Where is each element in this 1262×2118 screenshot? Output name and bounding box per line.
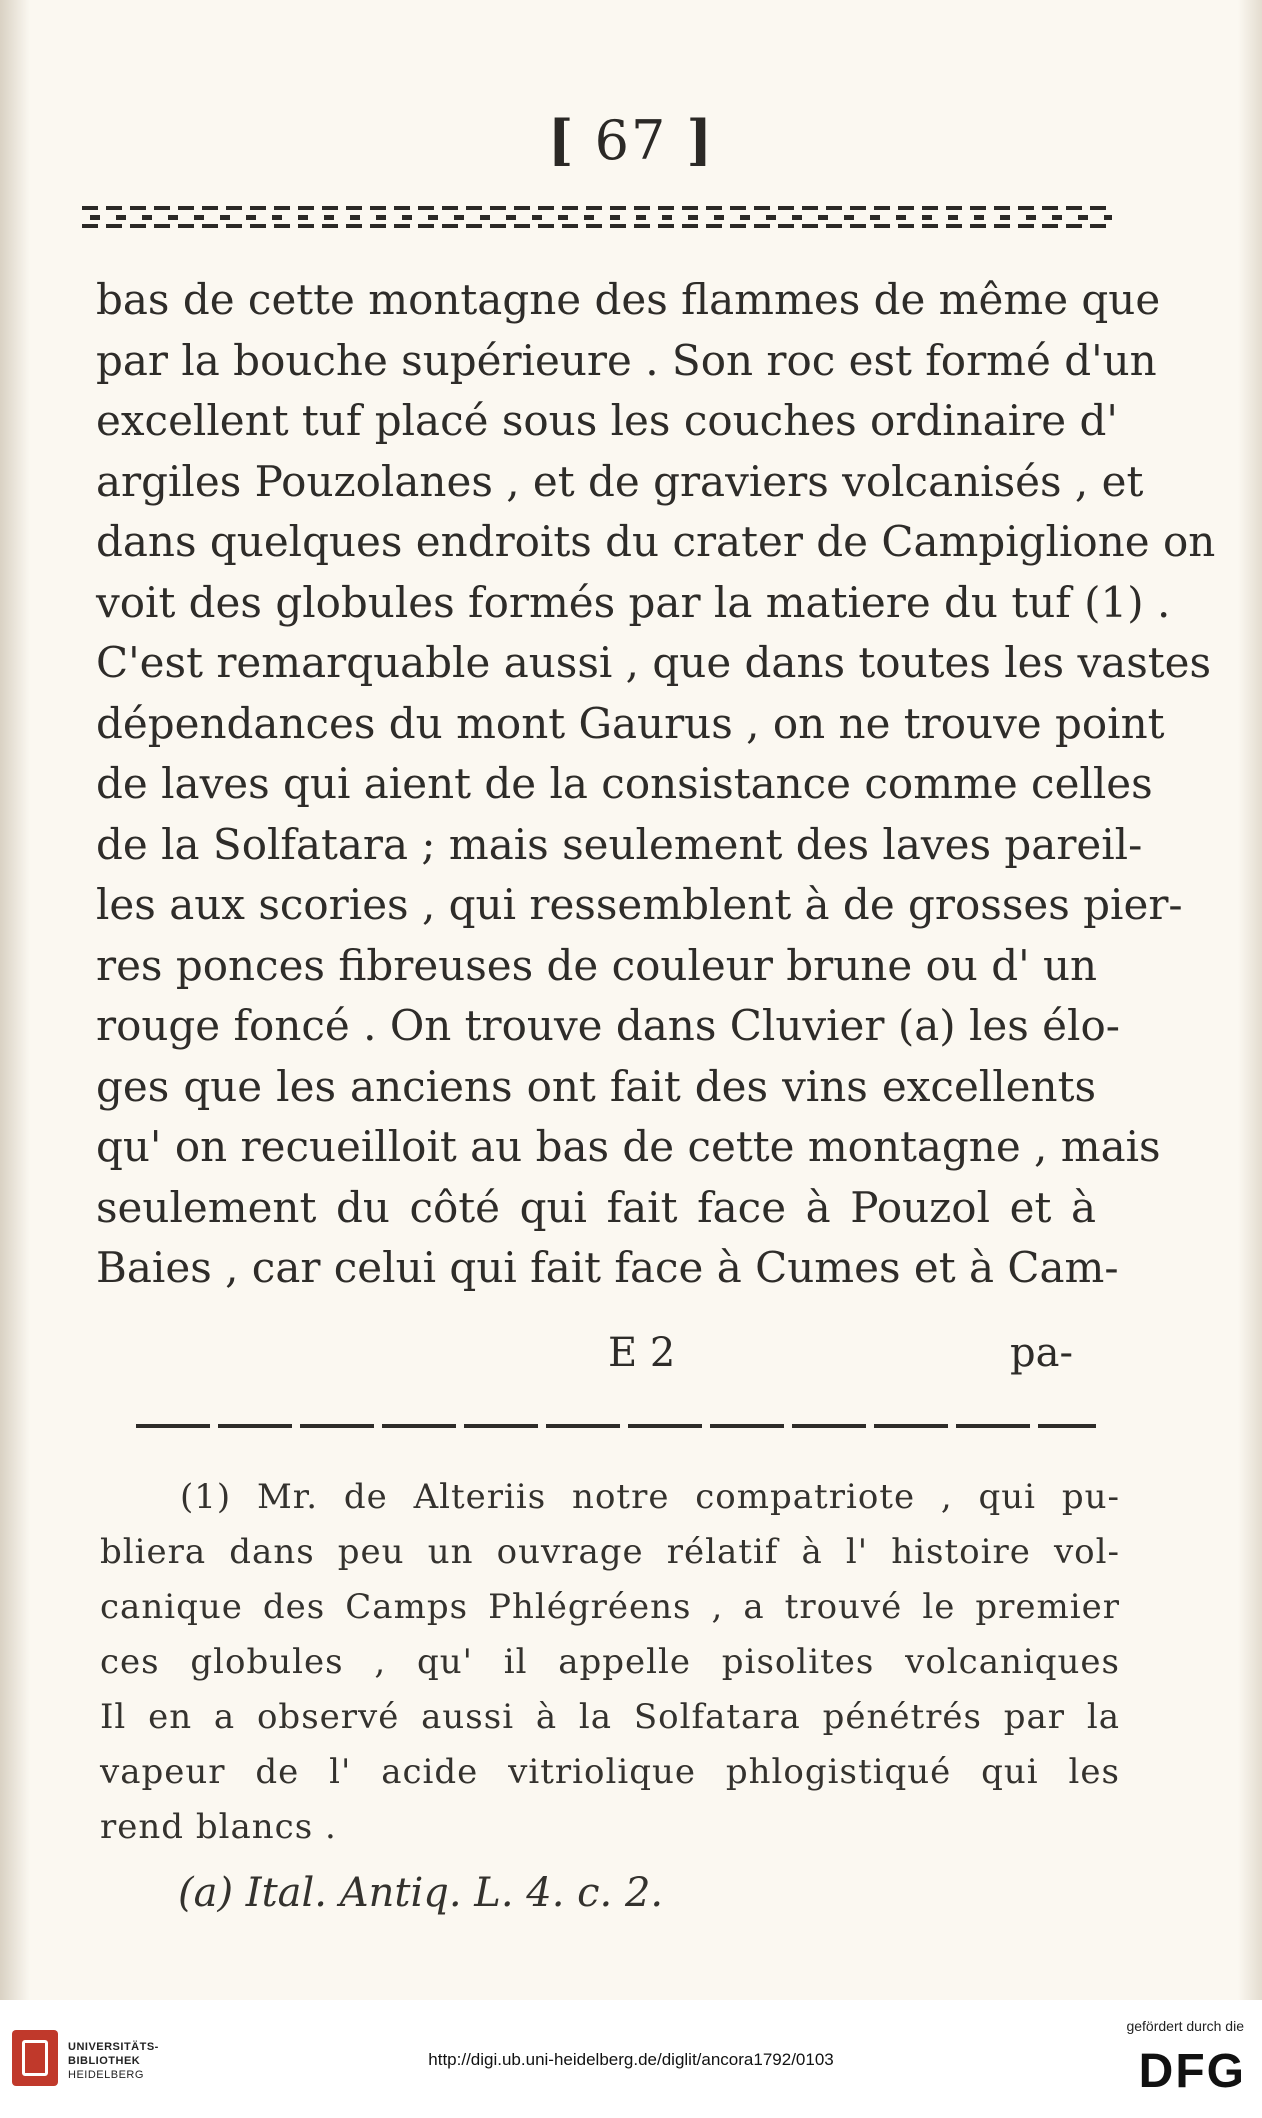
text-line: voit des globules formés par la matiere du tuf (1) . [96, 577, 1171, 627]
footnote-line: rend blancs . [100, 1807, 337, 1847]
text-line: rouge foncé . On trouve dans Cluvier (a) les élo- [96, 1001, 1120, 1050]
footnote-rule [136, 1424, 1096, 1428]
text-line: dans quelques endroits du crater de Campiglione on [96, 517, 1216, 566]
university-library-name[interactable]: UNIVERSITÄTS- BIBLIOTHEK HEIDELBERG [68, 2041, 159, 2081]
text-line: argiles Pouzolanes , et de graviers volcanisés , et [96, 456, 1144, 506]
page-number-value: 67 [594, 109, 668, 172]
footnote-line: Il en a observé aussi à la Solfatara pénétrés par la [100, 1697, 1120, 1737]
text-line: de laves qui aient de la consistance comme celles [96, 759, 1153, 808]
footnote-line: bliera dans peu un ouvrage rélatif à l' histoire vol- [100, 1532, 1120, 1572]
text-line: de la Solfatara ; mais seulement des laves pareil- [96, 819, 1143, 869]
text-line: excellent tuf placé sous les couches ordinaire d' [96, 396, 1118, 445]
catchword: pa- [1010, 1330, 1073, 1376]
body-text [96, 270, 1216, 1299]
text-line: les aux scories , qui ressemblent à de grosses pier- [96, 880, 1183, 929]
text-line: par la bouche supérieure . Son roc est formé d'un [96, 335, 1157, 385]
footnote-line: (1) Mr. de Alteriis notre compatriote , qui pu- [180, 1477, 1120, 1517]
dfg-logo[interactable]: DFG [1138, 2045, 1246, 2098]
permalink-url[interactable]: http://digi.ub.uni-heidelberg.de/diglit/ancora1792/0103 [428, 2050, 834, 2069]
text-line: bas de cette montagne des flammes de même que [96, 275, 1161, 324]
text-line: seulement du côté qui fait face à Pouzol et à [96, 1182, 1096, 1232]
footnotes [100, 1470, 1120, 1855]
footnote-line: canique des Camps Phlégréens , a trouvé le premier [100, 1587, 1120, 1627]
text-line: ges que les anciens ont fait des vins excellents [96, 1061, 1096, 1111]
signature-mark: E 2 [608, 1330, 676, 1376]
text-line: Baies , car celui qui fait face à Cumes et à Cam- [96, 1243, 1119, 1292]
footnote-line: ces globules , qu' il appelle pisolites volcaniques [100, 1642, 1120, 1682]
text-line: dépendances du mont Gaurus , on ne trouve point [96, 698, 1165, 748]
footer-banner [0, 2000, 1262, 2118]
funded-by-label: gefördert durch die [1126, 2018, 1244, 2034]
text-line: qu' on recueilloit au bas de cette montagne , mais [96, 1122, 1161, 1171]
page-number: [ 67 ] [547, 108, 715, 172]
footnote-line: vapeur de l' acide vitriolique phlogistiqué qui les [100, 1752, 1120, 1792]
text-line: C'est remarquable aussi , que dans toutes les vastes [96, 638, 1212, 687]
footnote-a: (a) Ital. Antiq. L. 4. c. 2. [178, 1870, 664, 1916]
decorative-border [82, 206, 1112, 228]
text-line: res ponces fibreuses de couleur brune ou d' un [96, 940, 1098, 990]
signature-row [0, 1330, 1262, 1390]
